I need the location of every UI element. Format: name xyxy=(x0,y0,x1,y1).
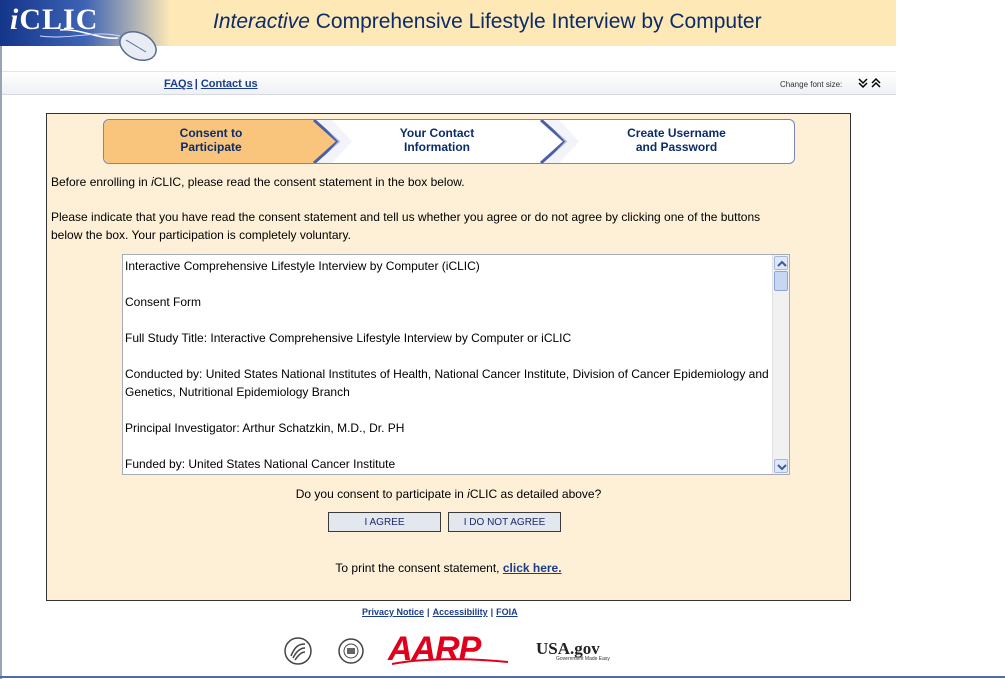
consent-paragraph: Interactive Comprehensive Lifestyle Interview by Computer (iCLIC) xyxy=(125,259,480,273)
left-border xyxy=(0,0,2,679)
intro-paragraph-1: Before enrolling in iCLIC, please read the consent statement in the box below. xyxy=(51,175,465,189)
scroll-up-icon[interactable] xyxy=(774,256,788,270)
privacy-notice-link[interactable]: Privacy Notice xyxy=(362,607,425,617)
nav-separator: | xyxy=(194,78,198,90)
nav-links xyxy=(164,78,258,90)
scroll-thumb[interactable] xyxy=(774,271,788,291)
consent-text xyxy=(125,257,771,472)
step-consent: Consent to Participate xyxy=(179,126,243,154)
hhs-logo-icon[interactable] xyxy=(283,636,313,666)
consent-paragraph: Funded by: United States National Cancer Institute xyxy=(125,457,396,471)
print-click-here-link[interactable]: click here. xyxy=(502,561,562,575)
page-title: Interactive Comprehensive Lifestyle Interview by Computer xyxy=(213,10,762,33)
step-contact-info: Your Contact Information xyxy=(399,126,475,154)
decrease-font-icon[interactable] xyxy=(858,77,868,89)
agree-button[interactable]: I AGREE xyxy=(328,512,441,532)
increase-font-icon[interactable] xyxy=(871,77,881,89)
intro-paragraph-2: Please indicate that you have read the consent statement and tell us whether you agree or do not agree by clicking one of the buttons below the box. Your participation is completely voluntary. xyxy=(51,210,761,242)
nih-seal-icon[interactable] xyxy=(336,636,366,666)
foia-link[interactable]: FOIA xyxy=(496,607,518,617)
bottom-border xyxy=(0,676,1005,678)
accessibility-link[interactable]: Accessibility xyxy=(432,607,488,617)
usa-gov-tagline: Government Made Easy xyxy=(556,656,610,662)
iclic-logo xyxy=(0,0,170,64)
consent-panel xyxy=(46,113,851,601)
consent-paragraph: Conducted by: United States National Institutes of Health, National Cancer Institute, Division of Cancer Epidemiology and Genetics, Nutritional Epidemiology Branch xyxy=(125,367,769,399)
navbar xyxy=(2,72,896,95)
step-create-username: Create Username and Password xyxy=(627,126,726,154)
faqs-link[interactable]: FAQs xyxy=(164,78,193,90)
consent-paragraph: Full Study Title: Interactive Comprehensive Lifestyle Interview by Computer or iCLIC xyxy=(125,331,572,345)
logo-text: iCLIC xyxy=(10,3,99,36)
disagree-button[interactable]: I DO NOT AGREE xyxy=(448,512,561,532)
contact-us-link[interactable]: Contact us xyxy=(200,78,258,90)
footer-links: Privacy Notice | Accessibility | FOIA xyxy=(362,607,518,617)
consent-paragraph: Consent Form xyxy=(125,295,202,309)
aarp-logo[interactable]: AARP xyxy=(388,630,481,668)
usa-gov-logo[interactable]: USA.gov xyxy=(536,639,600,658)
consent-textbox[interactable] xyxy=(122,254,790,475)
scroll-down-icon[interactable] xyxy=(774,459,788,473)
header-banner xyxy=(0,0,896,46)
consent-question: Do you consent to participate in iCLIC as detailed above? xyxy=(295,487,602,501)
progress-steps xyxy=(103,119,795,164)
print-consent-line: To print the consent statement, click here. xyxy=(335,561,562,575)
consent-paragraph: Principal Investigator: Arthur Schatzkin, M.D., Dr. PH xyxy=(125,421,405,435)
aarp-swoosh-icon xyxy=(392,658,508,666)
font-size-label: Change font size: xyxy=(780,80,843,89)
consent-scrollbar[interactable] xyxy=(772,255,789,474)
